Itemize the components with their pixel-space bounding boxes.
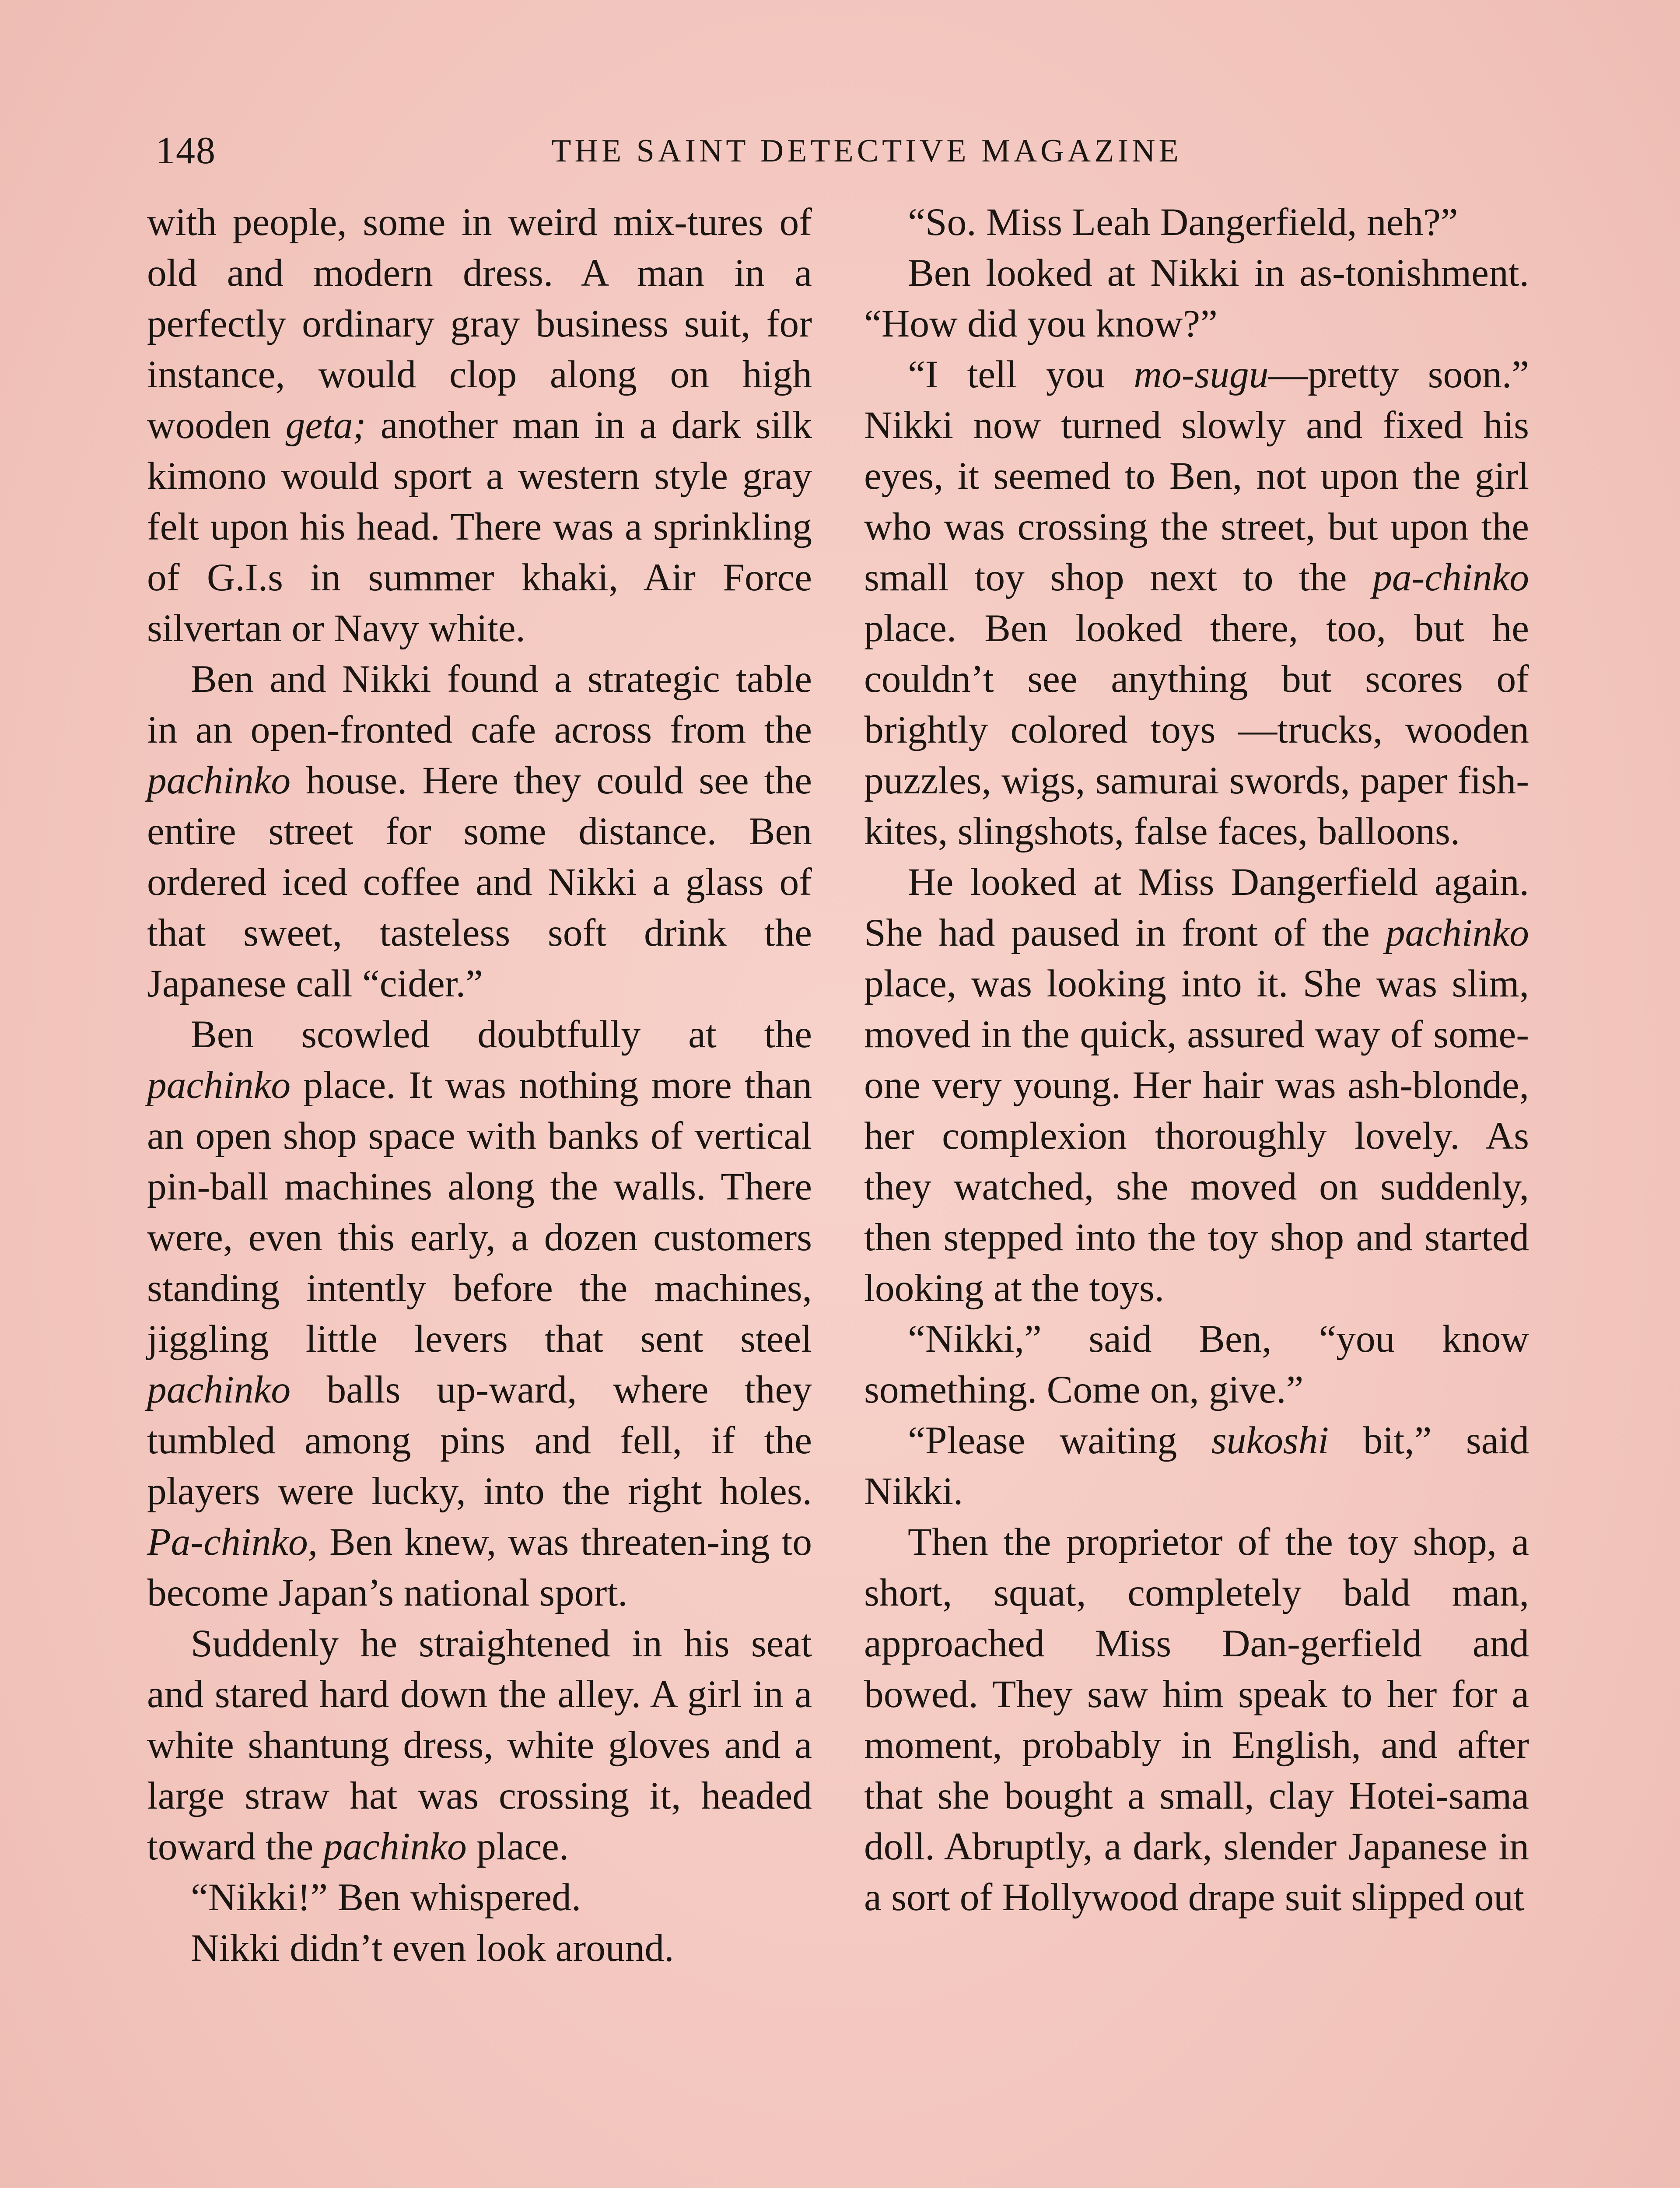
- paragraph: with people, some in weird mix-tures of old and modern dress. A man in a perfectly ordinary gray business suit, for instance, would clop along on high wooden geta; another man in a dark silk kimono would sport a western style gray felt upon his head. There was a sprinkling of G.I.s in summer khaki, Air Force silvertan or Navy white.: [147, 200, 812, 650]
- paragraph: “Nikki!” Ben whispered.: [191, 1876, 581, 1919]
- paragraph: Ben scowled doubtfully at the pachinko place. It was nothing more than an open shop space with banks of vertical pin-ball machines along the walls. There were, even this early, a dozen customers standing intently before the machines, jiggling little levers that sent steel pachinko balls up-ward, where they tumbled among pins and fell, if the players were lucky, into the right holes. Pa-chinko, Ben knew, was threaten-ing to become Japan’s national sport.: [147, 1013, 812, 1614]
- paragraph: He looked at Miss Dangerfield again. She had paused in front of the pachinko place, was looking into it. She was slim, moved in the quick, assured way of some-one very young. Her hair was ash-blonde, her complexion thoroughly lovely. As they watched, she moved on suddenly, then stepped into the toy shop and started looking at the toys.: [864, 860, 1529, 1310]
- paragraph: “Please waiting sukoshi bit,” said Nikki.: [864, 1419, 1529, 1513]
- paragraph: Nikki didn’t even look around.: [191, 1926, 674, 1970]
- page-header: [147, 127, 1534, 175]
- page-number: 148: [156, 130, 216, 172]
- paragraph: “Nikki,” said Ben, “you know something. Come on, give.”: [864, 1317, 1529, 1411]
- paragraph: Ben looked at Nikki in as-tonishment. “How did you know?”: [864, 251, 1529, 345]
- left-text-column: [147, 197, 812, 1974]
- paragraph: Suddenly he straightened in his seat and stared hard down the alley. A girl in a white shantung dress, white gloves and a large straw hat was crossing it, headed toward the pachinko place.: [147, 1622, 812, 1868]
- paragraph: “So. Miss Leah Dangerfield, neh?”: [908, 200, 1458, 244]
- paragraph: Ben and Nikki found a strategic table in an open-fronted cafe across from the pachinko house. Here they could see the entire street for some distance. Ben ordered iced coffee and Nikki a glass of that sweet, tasteless soft drink the Japanese call “cider.”: [147, 657, 812, 1005]
- paragraph: Then the proprietor of the toy shop, a short, squat, completely bald man, approached Miss Dan-gerfield and bowed. They saw him speak to her for a moment, probably in English, and after that she bought a small, clay Hotei-sama doll. Abruptly, a dark, slender Japanese in a sort of Hollywood drape suit slipped out: [864, 1520, 1529, 1919]
- right-text-column: [864, 197, 1529, 1923]
- paragraph: “I tell you mo-sugu—pretty soon.” Nikki now turned slowly and fixed his eyes, it seemed to Ben, not upon the girl who was crossing the street, but upon the small toy shop next to the pa-chinko place. Ben looked there, too, but he couldn’t see anything but scores of brightly colored toys —trucks, wooden puzzles, wigs, samurai swords, paper fish-kites, slingshots, false faces, balloons.: [864, 353, 1529, 853]
- running-title: THE SAINT DETECTIVE MAGAZINE: [551, 133, 1182, 169]
